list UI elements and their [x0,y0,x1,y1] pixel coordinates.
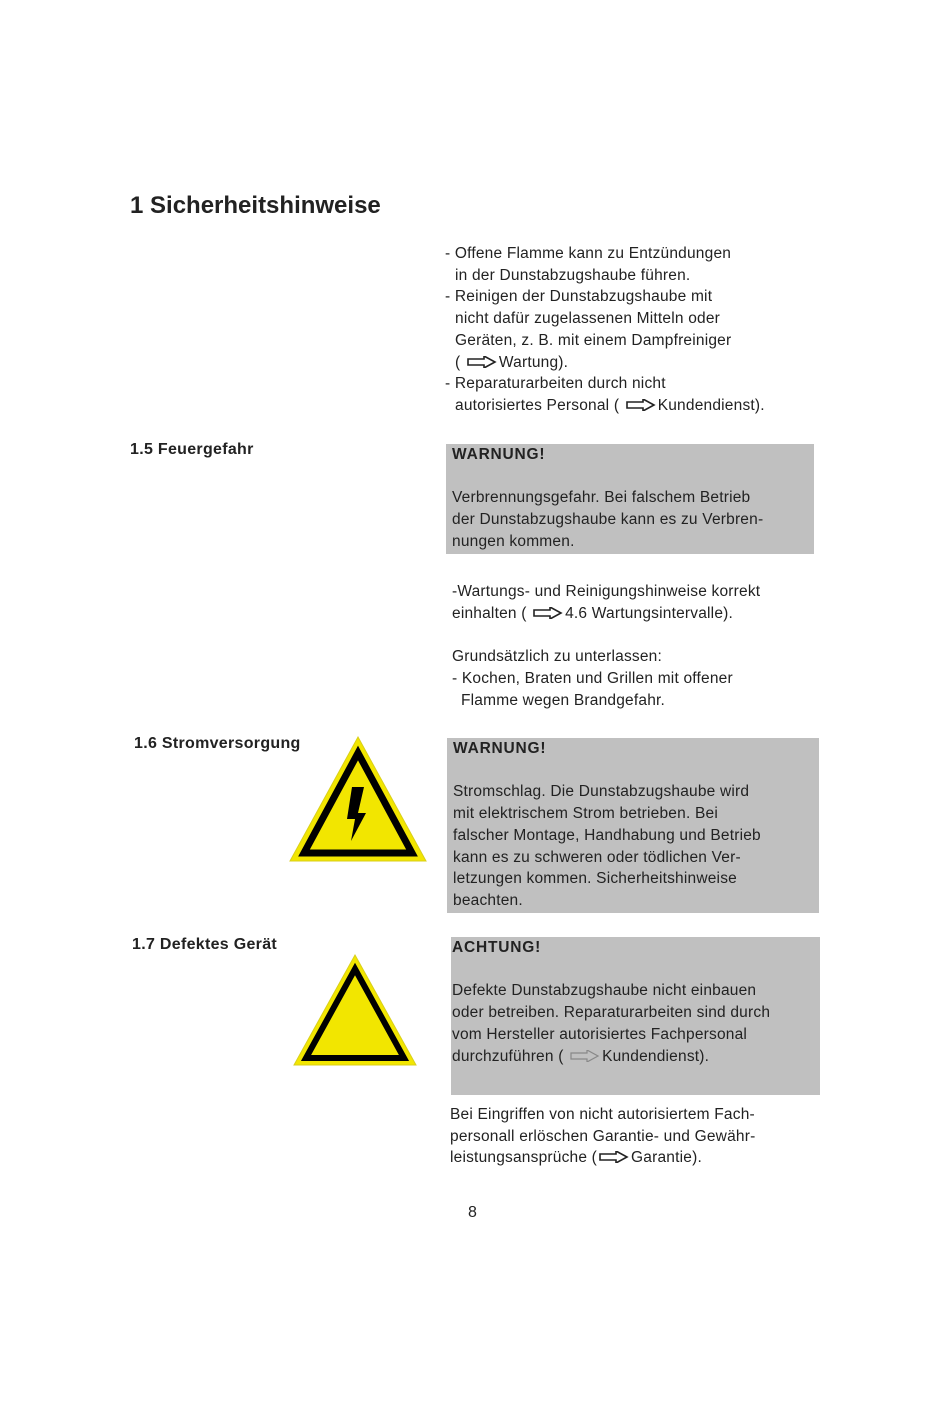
intro-line: Geräten, z. B. mit einem Dampfreiniger [455,331,732,349]
warning-line: falscher Montage, Handhabung und Betrieb [453,826,761,844]
warning-box-strom [447,738,819,913]
page-number: 8 [468,1204,478,1221]
intro-line: - Reparaturarbeiten durch nicht [445,375,666,393]
section-heading-feuergefahr: 1.5 Feuergefahr [130,441,254,458]
section-heading-stromversorgung: 1.6 Stromversorgung [134,735,301,752]
warning-line: vom Hersteller autorisiertes Fachpersonal [452,1025,748,1043]
section-heading-defektes-geraet: 1.7 Defektes Gerät [132,936,278,953]
warning-line: Verbrennungsgefahr. Bei falschem Betrieb [452,489,751,507]
warning-box-feuer [446,444,814,554]
note-line: Bei Eingriffen von nicht autorisiertem Fach- [450,1106,755,1123]
note-line: leistungsansprüche ( Garantie). [450,1149,702,1167]
warning-triangle-icon [292,953,418,1069]
reference-arrow-icon [570,1050,600,1062]
warning-line: mit elektrischem Strom betrieben. Bei [453,805,718,823]
warning-line: kann es zu schweren oder tödlichen Ver- [453,848,741,866]
warning-box-defekt [451,937,820,1095]
intro-line: in der Dunstabzugshaube führen. [455,266,691,284]
warning-line: nungen kommen. [452,532,575,550]
intro-line: ( Wartung). [455,353,569,371]
intro-line: autorisiertes Personal ( Kundendienst). [455,396,765,414]
note-line: personall erlöschen Garantie- und Gewähr- [450,1127,756,1145]
intro-line: - Offene Flamme kann zu Entzündungen [445,245,732,262]
warning-line: letzungen kommen. Sicherheitshinweise [453,870,737,888]
warning-line: Defekte Dunstabzugshaube nicht einbauen [452,982,757,1000]
page-title: 1 Sicherheitshinweise [130,192,381,219]
reference-arrow-icon [626,399,656,411]
warning-title: WARNUNG! [452,446,546,463]
feuer-notes [452,581,760,711]
warning-title: WARNUNG! [453,740,547,757]
intro-list [445,243,765,417]
warning-title: ACHTUNG! [452,939,542,956]
reference-arrow-icon [467,356,497,368]
note-line: - Kochen, Braten und Grillen mit offener [452,669,733,687]
warning-line: Stromschlag. Die Dunstabzugshaube wird [453,783,750,801]
warning-line: oder betreiben. Reparaturarbeiten sind durch [452,1004,771,1022]
electric-hazard-icon [288,735,428,865]
reference-arrow-icon [533,607,563,619]
note-line: Grundsätzlich zu unterlassen: [452,648,662,666]
warning-line: beachten. [453,891,523,909]
intro-line: - Reinigen der Dunstabzugshaube mit [445,288,713,306]
warning-line: der Dunstabzugshaube kann es zu Verbren- [452,511,764,529]
intro-line: nicht dafür zugelassenen Mitteln oder [455,310,721,328]
warning-line: durchzuführen ( Kundendienst). [452,1047,710,1065]
defekt-notes [450,1104,755,1169]
note-line: -Wartungs- und Reinigungshinweise korrekt [452,583,761,600]
reference-arrow-icon [599,1151,629,1163]
note-line: Flamme wegen Brandgefahr. [461,691,666,709]
note-line: einhalten ( 4.6 Wartungsintervalle). [452,604,734,622]
